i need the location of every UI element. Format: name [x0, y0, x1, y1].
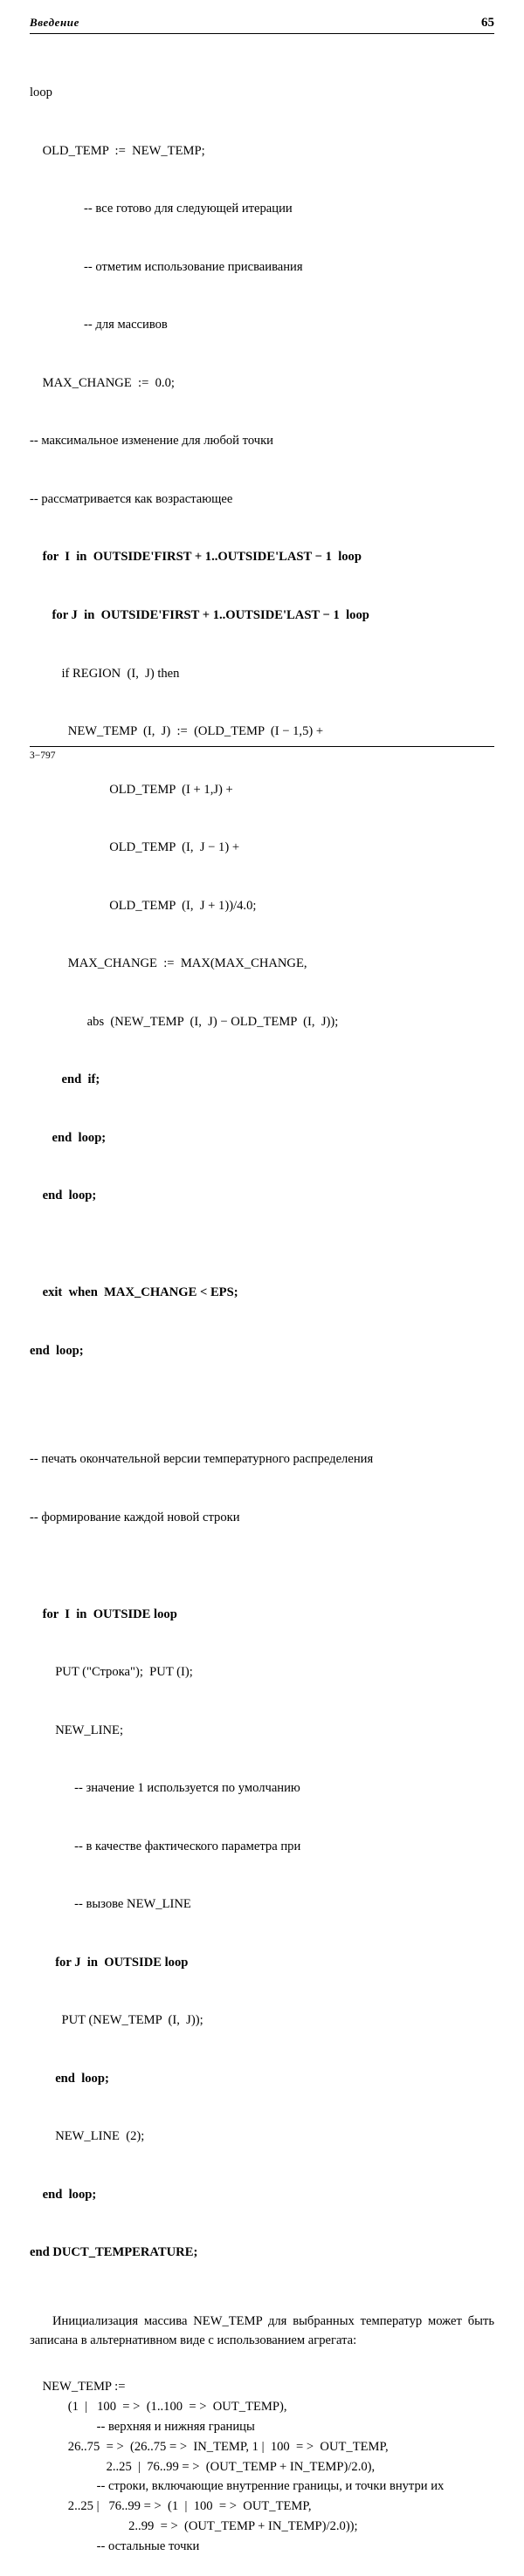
code-line: NEW_TEMP := — [42, 2380, 126, 2394]
code-line: abs (NEW_TEMP (I, J) − OLD_TEMP (I, J)); — [30, 1014, 339, 1029]
code-line: end loop; — [30, 1189, 97, 1203]
code-line: end loop; — [30, 1130, 107, 1145]
code-line: OLD_TEMP (I, J − 1) + — [30, 840, 240, 855]
code-line: -- строки, включающие внутренние границы, и точки внутри их — [42, 2479, 445, 2494]
code-line: loop — [30, 86, 52, 100]
code-line: -- вызове NEW_LINE — [30, 1897, 191, 1912]
code-line: -- формирование каждой новой строки — [30, 1510, 240, 1524]
code-line: -- максимальное изменение для любой точки — [30, 434, 273, 449]
code-line: PUT (NEW_TEMP (I, J)); — [30, 2013, 203, 2028]
code-line: -- значение 1 используется по умолчанию — [30, 1781, 300, 1796]
footer-rule — [30, 746, 494, 747]
code-line: 2..25 | 76..99 = > (OUT_TEMP + IN_TEMP)/2.0), — [42, 2459, 376, 2474]
code-line: for I in OUTSIDE loop — [30, 1607, 177, 1621]
code-line: NEW_LINE (2); — [30, 2129, 145, 2144]
code-line: if REGION (I, J) then — [30, 666, 180, 681]
code-line: OLD_TEMP := NEW_TEMP; — [30, 143, 205, 158]
code-line: -- остальные точки — [42, 2538, 200, 2553]
header-rule — [30, 33, 494, 34]
page-number: 65 — [481, 16, 494, 30]
code-line: -- для массивов — [30, 318, 168, 332]
code-line: end loop; — [30, 2187, 97, 2202]
code-line: 2..25 | 76..99 = > (1 | 100 = > OUT_TEMP, — [42, 2499, 312, 2514]
code-line: -- все готово для следующей итерации — [30, 202, 293, 216]
page-footer — [30, 746, 494, 761]
code-line: NEW_LINE; — [30, 1723, 123, 1737]
signature-mark: 3−797 — [30, 750, 56, 761]
code-line: end if; — [30, 1072, 100, 1087]
code-line: for J in OUTSIDE'FIRST + 1..OUTSIDE'LAST − 1 loop — [30, 607, 369, 622]
code-line: -- печать окончательной версии температурного распределения — [30, 1452, 374, 1467]
chapter-title: Введение — [30, 16, 80, 29]
code-line: for I in OUTSIDE'FIRST + 1..OUTSIDE'LAST − 1 loop — [30, 550, 362, 565]
code-line: end loop; — [30, 1343, 84, 1358]
code-listing-loop — [30, 45, 494, 1399]
code-line: 2..99 = > (OUT_TEMP + IN_TEMP)/2.0)); — [42, 2518, 358, 2533]
code-line: OLD_TEMP (I + 1,J) + — [30, 782, 233, 797]
code-line: for J in OUTSIDE loop — [30, 1955, 189, 1970]
code-line: -- верхняя и нижняя границы — [42, 2420, 255, 2435]
code-line: -- в качестве фактического параметра при — [30, 1839, 301, 1853]
code-line: -- рассматривается как возрастающее — [30, 491, 233, 506]
code-line: OLD_TEMP (I, J + 1))/4.0; — [30, 898, 257, 913]
code-line: exit when MAX_CHANGE < EPS; — [30, 1285, 238, 1299]
code-line: end DUCT_TEMPERATURE; — [30, 2245, 198, 2260]
code-line: end loop; — [30, 2071, 109, 2086]
body-paragraph: Инициализация массива NEW_TEMP для выбранных температур может быть записана в альтернативном виде с использованием агрегата: — [30, 2313, 494, 2347]
listing-gap — [30, 1399, 494, 1411]
code-listing-print — [30, 1411, 494, 2301]
code-line: MAX_CHANGE := MAX(MAX_CHANGE, — [30, 956, 307, 971]
code-line: (1 | 100 = > (1..100 = > OUT_TEMP), — [42, 2400, 287, 2415]
aggregate-listing — [30, 2358, 494, 2576]
code-line: PUT ("Строка"); PUT (I); — [30, 1665, 193, 1680]
running-head — [30, 16, 494, 33]
code-line: NEW_TEMP (I, J) := (OLD_TEMP (I − 1,5) + — [30, 724, 324, 739]
code-line: MAX_CHANGE := 0.0; — [30, 375, 175, 390]
code-line: -- отметим использование присваивания — [30, 259, 303, 274]
code-line: 26..75 = > (26..75 = > IN_TEMP, 1 | 100 = > OUT_TEMP, — [42, 2439, 389, 2454]
